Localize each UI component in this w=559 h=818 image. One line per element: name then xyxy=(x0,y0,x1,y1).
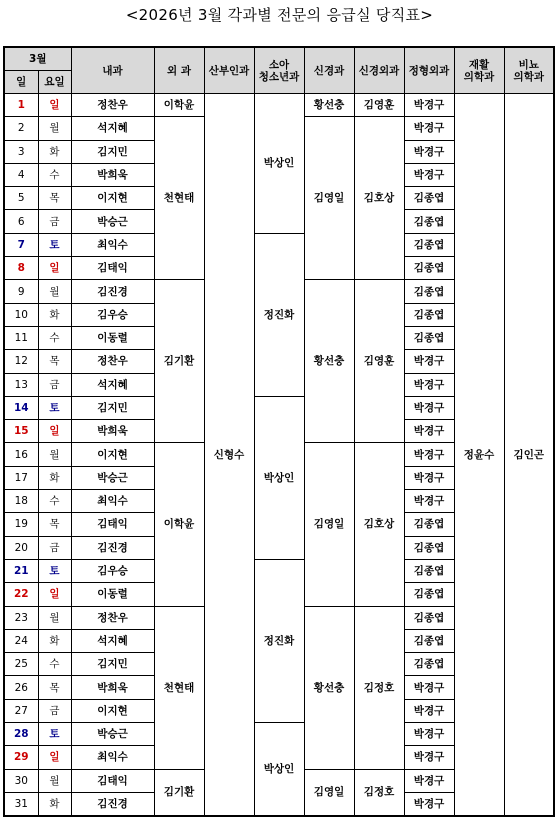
neurology-cell: 김영일 xyxy=(304,443,354,606)
surgery-cell: 천현태 xyxy=(154,606,204,769)
day-cell: 8 xyxy=(4,257,38,280)
orthopedics-cell: 박경구 xyxy=(404,396,454,419)
neurosurgery-cell: 김정호 xyxy=(354,769,404,816)
day-cell: 5 xyxy=(4,187,38,210)
pediatrics-cell: 정진화 xyxy=(254,559,304,722)
obgyn-cell: 신형수 xyxy=(204,94,254,817)
neurology-cell: 김영일 xyxy=(304,117,354,280)
weekday-cell: 화 xyxy=(38,629,71,652)
neurosurgery-header: 신경외과 xyxy=(354,47,404,94)
orthopedics-cell: 김종엽 xyxy=(404,513,454,536)
weekday-cell: 토 xyxy=(38,396,71,419)
on-call-table xyxy=(3,46,555,817)
weekday-cell: 금 xyxy=(38,373,71,396)
orthopedics-cell: 김종엽 xyxy=(404,233,454,256)
weekday-cell: 목 xyxy=(38,676,71,699)
orthopedics-header: 정형외과 xyxy=(404,47,454,94)
internal-medicine-cell: 김지민 xyxy=(71,653,154,676)
day-cell: 26 xyxy=(4,676,38,699)
orthopedics-cell: 박경구 xyxy=(404,792,454,816)
urology-header: 비뇨 의학과 xyxy=(504,47,554,94)
neurosurgery-cell: 김영훈 xyxy=(354,94,404,117)
surgery-cell: 천현태 xyxy=(154,117,204,280)
internal-medicine-cell: 석지혜 xyxy=(71,629,154,652)
urology-cell: 김인곤 xyxy=(504,94,554,817)
orthopedics-cell: 김종엽 xyxy=(404,187,454,210)
pediatrics-cell: 박상인 xyxy=(254,396,304,559)
pediatrics-cell: 박상인 xyxy=(254,723,304,817)
day-cell: 14 xyxy=(4,396,38,419)
surgery-cell: 이학윤 xyxy=(154,443,204,606)
neurosurgery-cell: 김호상 xyxy=(354,443,404,606)
rehabilitation-header: 재활 의학과 xyxy=(454,47,504,94)
neurology-header: 신경과 xyxy=(304,47,354,94)
obgyn-header: 산부인과 xyxy=(204,47,254,94)
table-row xyxy=(4,94,554,117)
day-cell: 31 xyxy=(4,792,38,816)
internal-medicine-cell: 박희욱 xyxy=(71,676,154,699)
orthopedics-cell: 박경구 xyxy=(404,373,454,396)
rehabilitation-cell: 정윤수 xyxy=(454,94,504,817)
internal-medicine-cell: 박승근 xyxy=(71,210,154,233)
orthopedics-cell: 박경구 xyxy=(404,746,454,769)
day-cell: 18 xyxy=(4,490,38,513)
surgery-header: 외 과 xyxy=(154,47,204,94)
day-cell: 20 xyxy=(4,536,38,559)
internal-medicine-cell: 최익수 xyxy=(71,490,154,513)
internal-medicine-cell: 이지현 xyxy=(71,699,154,722)
orthopedics-cell: 김종엽 xyxy=(404,280,454,303)
weekday-cell: 화 xyxy=(38,466,71,489)
day-cell: 7 xyxy=(4,233,38,256)
orthopedics-cell: 박경구 xyxy=(404,490,454,513)
weekday-cell: 월 xyxy=(38,443,71,466)
weekday-cell: 목 xyxy=(38,513,71,536)
day-cell: 16 xyxy=(4,443,38,466)
surgery-cell: 이학윤 xyxy=(154,94,204,117)
weekday-cell: 목 xyxy=(38,350,71,373)
day-cell: 22 xyxy=(4,583,38,606)
orthopedics-cell: 박경구 xyxy=(404,420,454,443)
neurology-cell: 황선충 xyxy=(304,280,354,443)
internal-medicine-cell: 김진경 xyxy=(71,792,154,816)
orthopedics-cell: 김종엽 xyxy=(404,210,454,233)
neurology-cell: 김영일 xyxy=(304,769,354,816)
internal-medicine-cell: 박승근 xyxy=(71,723,154,746)
day-cell: 3 xyxy=(4,140,38,163)
weekday-cell: 화 xyxy=(38,140,71,163)
day-cell: 9 xyxy=(4,280,38,303)
orthopedics-cell: 김종엽 xyxy=(404,257,454,280)
orthopedics-cell: 박경구 xyxy=(404,140,454,163)
weekday-cell: 금 xyxy=(38,210,71,233)
day-cell: 1 xyxy=(4,94,38,117)
internal-medicine-cell: 김지민 xyxy=(71,140,154,163)
month-header: 3월 xyxy=(4,47,71,71)
internal-medicine-cell: 이동렬 xyxy=(71,583,154,606)
orthopedics-cell: 김종엽 xyxy=(404,536,454,559)
neurology-cell: 황선충 xyxy=(304,94,354,117)
weekday-cell: 토 xyxy=(38,559,71,582)
surgery-cell: 김기환 xyxy=(154,280,204,443)
weekday-cell: 일 xyxy=(38,94,71,117)
day-cell: 19 xyxy=(4,513,38,536)
day-cell: 25 xyxy=(4,653,38,676)
day-cell: 28 xyxy=(4,723,38,746)
internal-medicine-cell: 박희욱 xyxy=(71,420,154,443)
orthopedics-cell: 김종엽 xyxy=(404,559,454,582)
weekday-cell: 화 xyxy=(38,792,71,816)
pediatrics-header: 소아 청소년과 xyxy=(254,47,304,94)
weekday-cell: 일 xyxy=(38,583,71,606)
internal-medicine-cell: 정찬우 xyxy=(71,94,154,117)
weekday-cell: 수 xyxy=(38,490,71,513)
internal-medicine-cell: 석지혜 xyxy=(71,373,154,396)
internal-medicine-cell: 정찬우 xyxy=(71,606,154,629)
day-cell: 29 xyxy=(4,746,38,769)
day-cell: 13 xyxy=(4,373,38,396)
weekday-cell: 수 xyxy=(38,653,71,676)
neurosurgery-cell: 김호상 xyxy=(354,117,404,280)
weekday-cell: 월 xyxy=(38,280,71,303)
day-cell: 2 xyxy=(4,117,38,140)
weekday-cell: 토 xyxy=(38,723,71,746)
pediatrics-cell: 정진화 xyxy=(254,233,304,396)
orthopedics-cell: 김종엽 xyxy=(404,326,454,349)
weekday-cell: 목 xyxy=(38,187,71,210)
orthopedics-cell: 김종엽 xyxy=(404,606,454,629)
day-cell: 12 xyxy=(4,350,38,373)
neurosurgery-cell: 김영훈 xyxy=(354,280,404,443)
page-title: <2026년 3월 각과별 전문의 응급실 당직표> xyxy=(125,6,434,24)
internal-medicine-cell: 최익수 xyxy=(71,233,154,256)
internal-medicine-cell: 박승근 xyxy=(71,466,154,489)
neurology-cell: 황선충 xyxy=(304,606,354,769)
day-cell: 21 xyxy=(4,559,38,582)
internal-medicine-header: 내과 xyxy=(71,47,154,94)
internal-medicine-cell: 이지현 xyxy=(71,443,154,466)
day-cell: 27 xyxy=(4,699,38,722)
internal-medicine-cell: 김진경 xyxy=(71,536,154,559)
weekday-cell: 월 xyxy=(38,117,71,140)
orthopedics-cell: 김종엽 xyxy=(404,303,454,326)
weekday-cell: 금 xyxy=(38,699,71,722)
weekday-cell: 수 xyxy=(38,326,71,349)
day-cell: 4 xyxy=(4,163,38,186)
internal-medicine-cell: 석지혜 xyxy=(71,117,154,140)
internal-medicine-cell: 김태익 xyxy=(71,513,154,536)
orthopedics-cell: 김종엽 xyxy=(404,629,454,652)
internal-medicine-cell: 정찬우 xyxy=(71,350,154,373)
day-cell: 17 xyxy=(4,466,38,489)
day-cell: 11 xyxy=(4,326,38,349)
internal-medicine-cell: 김진경 xyxy=(71,280,154,303)
orthopedics-cell: 박경구 xyxy=(404,94,454,117)
weekday-cell: 수 xyxy=(38,163,71,186)
orthopedics-cell: 박경구 xyxy=(404,350,454,373)
internal-medicine-cell: 이동렬 xyxy=(71,326,154,349)
weekday-cell: 화 xyxy=(38,303,71,326)
internal-medicine-cell: 김지민 xyxy=(71,396,154,419)
weekday-cell: 월 xyxy=(38,769,71,792)
orthopedics-cell: 김종엽 xyxy=(404,653,454,676)
weekday-header: 요일 xyxy=(38,71,71,94)
day-cell: 23 xyxy=(4,606,38,629)
day-cell: 10 xyxy=(4,303,38,326)
weekday-cell: 금 xyxy=(38,536,71,559)
orthopedics-cell: 박경구 xyxy=(404,163,454,186)
internal-medicine-cell: 김우승 xyxy=(71,303,154,326)
orthopedics-cell: 박경구 xyxy=(404,769,454,792)
weekday-cell: 일 xyxy=(38,257,71,280)
neurosurgery-cell: 김정호 xyxy=(354,606,404,769)
internal-medicine-cell: 이지현 xyxy=(71,187,154,210)
internal-medicine-cell: 김태익 xyxy=(71,257,154,280)
weekday-cell: 일 xyxy=(38,746,71,769)
orthopedics-cell: 박경구 xyxy=(404,676,454,699)
orthopedics-cell: 박경구 xyxy=(404,443,454,466)
day-cell: 24 xyxy=(4,629,38,652)
day-header: 일 xyxy=(4,71,38,94)
weekday-cell: 토 xyxy=(38,233,71,256)
day-cell: 6 xyxy=(4,210,38,233)
day-cell: 30 xyxy=(4,769,38,792)
orthopedics-cell: 박경구 xyxy=(404,117,454,140)
orthopedics-cell: 박경구 xyxy=(404,466,454,489)
orthopedics-cell: 박경구 xyxy=(404,699,454,722)
pediatrics-cell: 박상인 xyxy=(254,94,304,234)
internal-medicine-cell: 최익수 xyxy=(71,746,154,769)
day-cell: 15 xyxy=(4,420,38,443)
orthopedics-cell: 박경구 xyxy=(404,723,454,746)
surgery-cell: 김기환 xyxy=(154,769,204,816)
internal-medicine-cell: 김태익 xyxy=(71,769,154,792)
weekday-cell: 월 xyxy=(38,606,71,629)
internal-medicine-cell: 박희욱 xyxy=(71,163,154,186)
orthopedics-cell: 김종엽 xyxy=(404,583,454,606)
weekday-cell: 일 xyxy=(38,420,71,443)
internal-medicine-cell: 김우승 xyxy=(71,559,154,582)
